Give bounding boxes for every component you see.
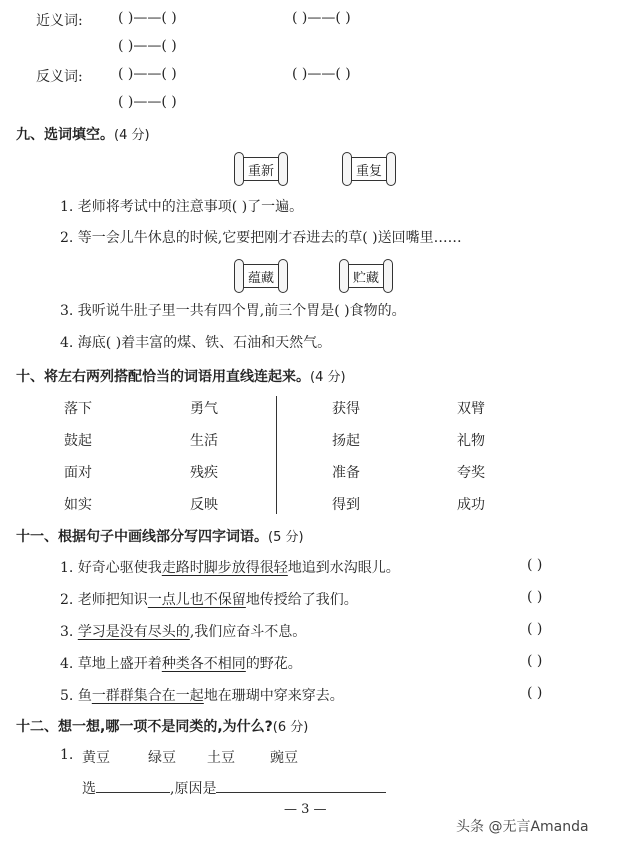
- match-word-right-b[interactable]: 成功: [457, 497, 485, 513]
- match-word-left-b[interactable]: 勇气: [190, 401, 218, 417]
- sentence-post: 的野花。: [245, 656, 302, 672]
- classify-word: 豌豆: [270, 750, 298, 766]
- sentence-pre: 好奇心驱使我: [77, 560, 162, 576]
- section11-score: (5 分): [268, 530, 304, 545]
- section12-title-text: 十二、想一想,哪一项不是同类的,为什么?: [16, 719, 273, 735]
- word-scroll-zhucang: [345, 264, 387, 288]
- match-word-right-a[interactable]: 准备: [332, 465, 360, 481]
- word-option: 贮藏: [352, 270, 379, 286]
- answer-blank-5[interactable]: ( ): [527, 685, 543, 701]
- match-word-left-b[interactable]: 反映: [190, 497, 218, 513]
- select-blank[interactable]: [96, 778, 170, 793]
- section12-score: (6 分): [272, 720, 309, 735]
- section12-question-num: 1.: [60, 747, 74, 763]
- section11-title-text: 十一、根据句子中画线部分写四字词语。: [16, 529, 268, 545]
- underlined-phrase: 一群群集合在一起: [91, 688, 204, 704]
- sentence-num: 4.: [60, 656, 78, 672]
- match-word-left-a[interactable]: 落下: [64, 401, 92, 417]
- sentence-num: 2.: [60, 592, 78, 608]
- synonym-blank-pair[interactable]: ( )——( ): [292, 10, 351, 26]
- word-option: 蕴藏: [247, 270, 274, 286]
- section11-sentence-4: [60, 653, 302, 673]
- match-word-right-a[interactable]: 扬起: [332, 433, 360, 449]
- word-scroll-yuncang: [240, 264, 282, 288]
- section11-sentence-3: [60, 621, 306, 641]
- underlined-phrase: 种类各不相同: [161, 656, 246, 672]
- underlined-phrase: 一点儿也不保留: [147, 592, 246, 608]
- answer-blank-2[interactable]: ( ): [527, 589, 543, 605]
- match-word-right-a[interactable]: 得到: [332, 497, 360, 513]
- section9-question-3[interactable]: 3. 我听说牛肚子里一共有四个胃,前三个胃是( )食物的。: [60, 303, 406, 319]
- sentence-pre: 草地上盛开着: [77, 656, 162, 672]
- sentence-post: ,我们应奋斗不息。: [189, 624, 307, 640]
- page-number: — 3 —: [284, 802, 327, 817]
- reason-label: ,原因是: [170, 781, 217, 797]
- sentence-pre: 老师把知识: [77, 592, 148, 608]
- underlined-phrase: 走路时脚步放得很轻: [161, 560, 288, 576]
- word-option: 重复: [355, 163, 382, 179]
- sentence-pre: 鱼: [77, 688, 92, 704]
- select-label: 选: [82, 781, 96, 797]
- section9-title: [16, 124, 150, 144]
- sentence-num: 1.: [60, 560, 78, 576]
- sentence-post: 地传授给了我们。: [245, 592, 358, 608]
- section9-question-2[interactable]: 2. 等一会儿牛休息的时候,它要把刚才吞进去的草( )送回嘴里……: [60, 230, 462, 246]
- section11-sentence-2: [60, 589, 358, 609]
- section11-sentence-1: [60, 557, 400, 577]
- section11-title: [16, 526, 304, 546]
- antonym-blank-pair[interactable]: ( )——( ): [118, 66, 177, 82]
- section9-score: (4 分): [114, 128, 150, 143]
- match-word-right-b[interactable]: 双臂: [457, 401, 485, 417]
- section11-sentence-5: [60, 685, 344, 705]
- match-word-left-b[interactable]: 残疾: [190, 465, 218, 481]
- antonym-blank-pair[interactable]: ( )——( ): [118, 94, 177, 110]
- reason-blank[interactable]: [216, 778, 386, 793]
- classify-word: 土豆: [207, 750, 235, 766]
- match-word-left-a[interactable]: 鼓起: [64, 433, 92, 449]
- synonyms-label: 近义词:: [36, 13, 83, 29]
- classify-word: 黄豆: [82, 750, 110, 766]
- match-word-left-b[interactable]: 生活: [190, 433, 218, 449]
- section9-question-1[interactable]: 1. 老师将考试中的注意事项( )了一遍。: [60, 199, 304, 215]
- answer-blank-4[interactable]: ( ): [527, 653, 543, 669]
- antonym-blank-pair[interactable]: ( )——( ): [292, 66, 351, 82]
- word-scroll-chongfu: [348, 157, 390, 181]
- section10-title: [16, 366, 346, 386]
- sentence-post: 地追到水沟眼儿。: [287, 560, 400, 576]
- match-word-right-b[interactable]: 礼物: [457, 433, 485, 449]
- section10-title-text: 十、将左右两列搭配恰当的词语用直线连起来。: [16, 369, 310, 385]
- answer-blank-1[interactable]: ( ): [527, 557, 543, 573]
- select-answer-row: [82, 778, 386, 798]
- section10-score: (4 分): [310, 370, 346, 385]
- column-divider: [276, 396, 277, 514]
- answer-blank-3[interactable]: ( ): [527, 621, 543, 637]
- underlined-phrase: 学习是没有尽头的: [77, 624, 190, 640]
- section9-question-4[interactable]: 4. 海底( )着丰富的煤、铁、石油和天然气。: [60, 335, 332, 351]
- section12-title: [16, 716, 308, 736]
- word-option: 重新: [247, 163, 274, 179]
- classify-word: 绿豆: [148, 750, 176, 766]
- match-word-right-a[interactable]: 获得: [332, 401, 360, 417]
- sentence-post: 地在珊瑚中穿来穿去。: [203, 688, 344, 704]
- watermark: 头条 @无言Amanda: [456, 819, 589, 835]
- match-word-right-b[interactable]: 夸奖: [457, 465, 485, 481]
- synonym-blank-pair[interactable]: ( )——( ): [118, 38, 177, 54]
- synonym-blank-pair[interactable]: ( )——( ): [118, 10, 177, 26]
- sentence-num: 5.: [60, 688, 78, 704]
- match-word-left-a[interactable]: 如实: [64, 497, 92, 513]
- match-word-left-a[interactable]: 面对: [64, 465, 92, 481]
- sentence-num: 3.: [60, 624, 78, 640]
- section9-title-text: 九、选词填空。: [16, 127, 114, 143]
- word-scroll-chongxin: [240, 157, 282, 181]
- antonyms-label: 反义词:: [36, 69, 83, 85]
